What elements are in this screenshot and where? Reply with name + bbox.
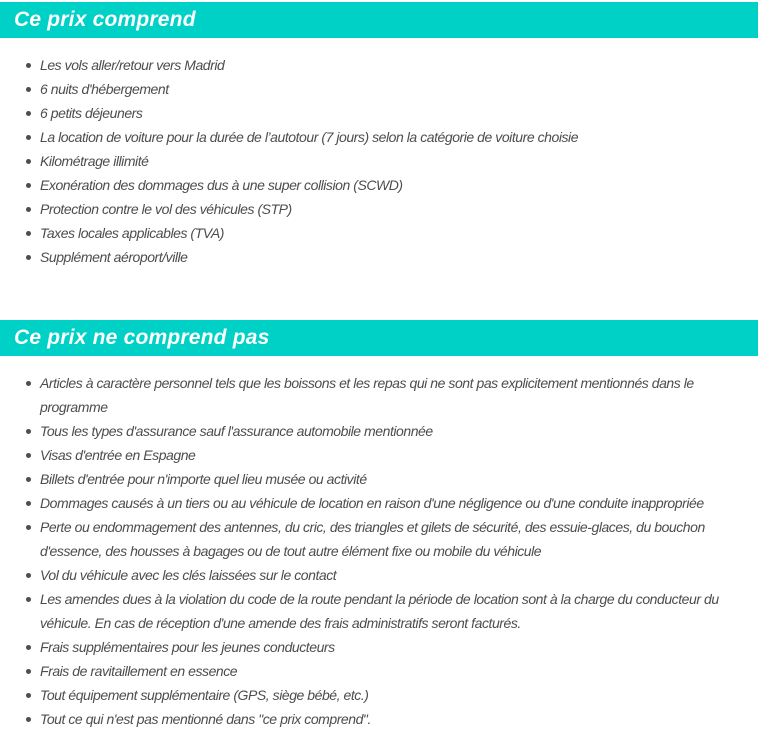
list-item: Dommages causés à un tiers ou au véhicule de location en raison d'une négligence ou d'une conduite inappropriée bbox=[40, 491, 756, 515]
section-excluded-title: Ce prix ne comprend pas bbox=[14, 326, 270, 349]
section-price-included bbox=[0, 2, 758, 269]
list-item: Les amendes dues à la violation du code de la route pendant la période de location sont à la charge du conducteur du véhicule. En cas de réception d'une amende des frais administratifs seront facturés. bbox=[40, 587, 756, 635]
list-item: Perte ou endommagement des antennes, du cric, des triangles et gilets de sécurité, des essuie-glaces, du bouchon d'essence, des housses à bagages ou de tout autre élément fixe ou mobile du véhicule bbox=[40, 515, 756, 563]
list-item: Visas d'entrée en Espagne bbox=[40, 443, 756, 467]
list-item: Exonération des dommages dus à une super collision (SCWD) bbox=[40, 173, 756, 197]
section-price-excluded bbox=[0, 320, 758, 731]
section-included-title: Ce prix comprend bbox=[14, 8, 196, 31]
section-included-header-bar bbox=[0, 2, 758, 38]
included-items-list bbox=[0, 38, 758, 269]
list-item: Tout équipement supplémentaire (GPS, siège bébé, etc.) bbox=[40, 683, 756, 707]
list-item: Tous les types d'assurance sauf l'assurance automobile mentionnée bbox=[40, 419, 756, 443]
list-item: Taxes locales applicables (TVA) bbox=[40, 221, 756, 245]
excluded-items-list bbox=[0, 356, 758, 731]
list-item: Protection contre le vol des véhicules (STP) bbox=[40, 197, 756, 221]
section-excluded-header-bar bbox=[0, 320, 758, 356]
list-item: 6 petits déjeuners bbox=[40, 101, 756, 125]
list-item: 6 nuits d'hébergement bbox=[40, 77, 756, 101]
list-item: La location de voiture pour la durée de l’autotour (7 jours) selon la catégorie de voiture choisie bbox=[40, 125, 756, 149]
list-item: Supplément aéroport/ville bbox=[40, 245, 756, 269]
list-item: Vol du véhicule avec les clés laissées sur le contact bbox=[40, 563, 756, 587]
list-item: Articles à caractère personnel tels que les boissons et les repas qui ne sont pas explicitement mentionnés dans le programme bbox=[40, 371, 756, 419]
list-item: Tout ce qui n'est pas mentionné dans "ce prix comprend". bbox=[40, 707, 756, 731]
list-item: Frais supplémentaires pour les jeunes conducteurs bbox=[40, 635, 756, 659]
list-item: Billets d'entrée pour n'importe quel lieu musée ou activité bbox=[40, 467, 756, 491]
list-item: Les vols aller/retour vers Madrid bbox=[40, 53, 756, 77]
list-item: Frais de ravitaillement en essence bbox=[40, 659, 756, 683]
list-item: Kilométrage illimité bbox=[40, 149, 756, 173]
